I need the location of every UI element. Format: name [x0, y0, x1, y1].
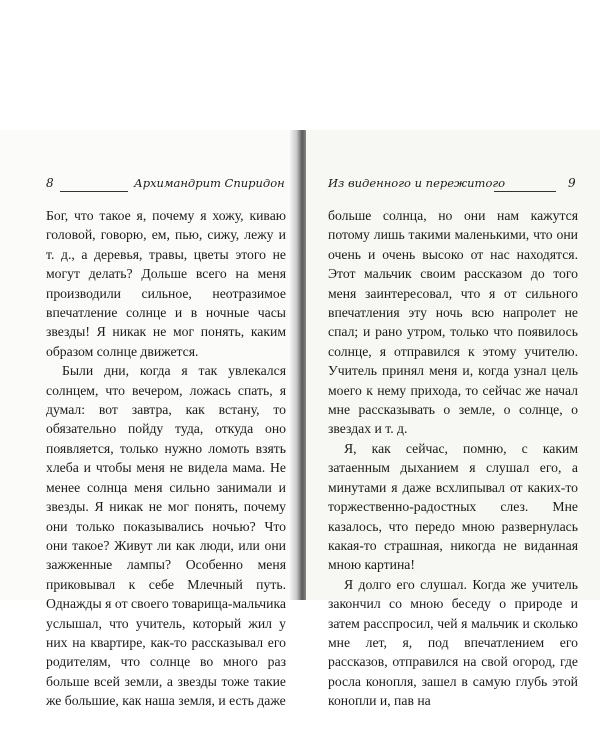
right-running-title: Из виденного и пережитого — [328, 176, 506, 190]
left-page-body — [46, 206, 286, 711]
right-paragraph-1: больше солнца, но они нам кажутся потому лишь такими маленькими, что они очень и очень высоко от нас находятся. Этот мальчик своим рассказом до того меня заинтересовал, что я от сильного впечатления эту ночь всю напролет не спал; и рано утром, только что появилось солнце, я отправился к этому учителю. Учитель принял меня и, когда узнал цель моего к нему прихода, то сейчас же начал мне рассказывать о земле, о солнце, о звездах и т. д. — [328, 208, 578, 437]
right-page-number: 9 — [568, 176, 576, 190]
right-page-header — [306, 176, 600, 196]
right-page — [306, 130, 600, 709]
right-header-rule — [494, 191, 556, 192]
book-spread — [0, 130, 600, 709]
right-paragraph-2: Я, как сейчас, помню, с каким затаенным дыханием я слушал его, а минутами я даже всхлипывал от каких-то торжественно-радостных слез. Мне казалось, что передо мною развернулась какая-то страшная, никогда не виданная мною картина! — [328, 440, 578, 573]
right-paragraph-3: Я долго его слушал. Когда же учитель закончил со мною беседу о природе и затем расспросил, чей я мальчик и сколько мне лет, я, под впечатлением его рассказов, отправился на свой огород, где росла конопля, зашел в самую глубь этой конопли и, пав на — [328, 576, 578, 709]
left-paragraph-1: Бог, что такое я, почему я хожу, киваю головой, говорю, ем, пью, сижу, лежу и т. д., а деревья, травы, цветы этого не могут делать? Дольше всего на меня производили сильное, неотразимое впечатление солнце и в ночные часы звезды! Я никак не мог понять, каким образом солнце движется. — [46, 208, 286, 359]
right-page-body — [328, 206, 578, 711]
left-page-number: 8 — [46, 176, 54, 190]
left-page-header — [0, 176, 298, 196]
left-running-title: Архимандрит Спиридон — [134, 176, 285, 190]
left-paragraph-2: Были дни, когда я так увлекался солнцем, что вечером, ложась спать, я думал: вот завтра, как встану, то обязательно пойду туда, откуда оно появляется, только нужно ломоть взять хлеба и чтобы меня не видела мама. Не менее солнца меня сильно занимали и звезды. Я никак не мог понять, почему они только показывались ночью? Что они такое? Живут ли как люди, или они зажженные лампы? Особенно меня приковывал к себе Млечный путь. Однажды я от своего товарища-мальчика услышал, что учитель, который жил у них на квартире, как-то рассказывал его родителям, что солнце во много раз больше всей земли, а звезды тоже такие же большие, как наша земля, и есть даже — [46, 363, 286, 709]
left-page — [0, 130, 298, 709]
left-header-rule — [60, 191, 128, 192]
